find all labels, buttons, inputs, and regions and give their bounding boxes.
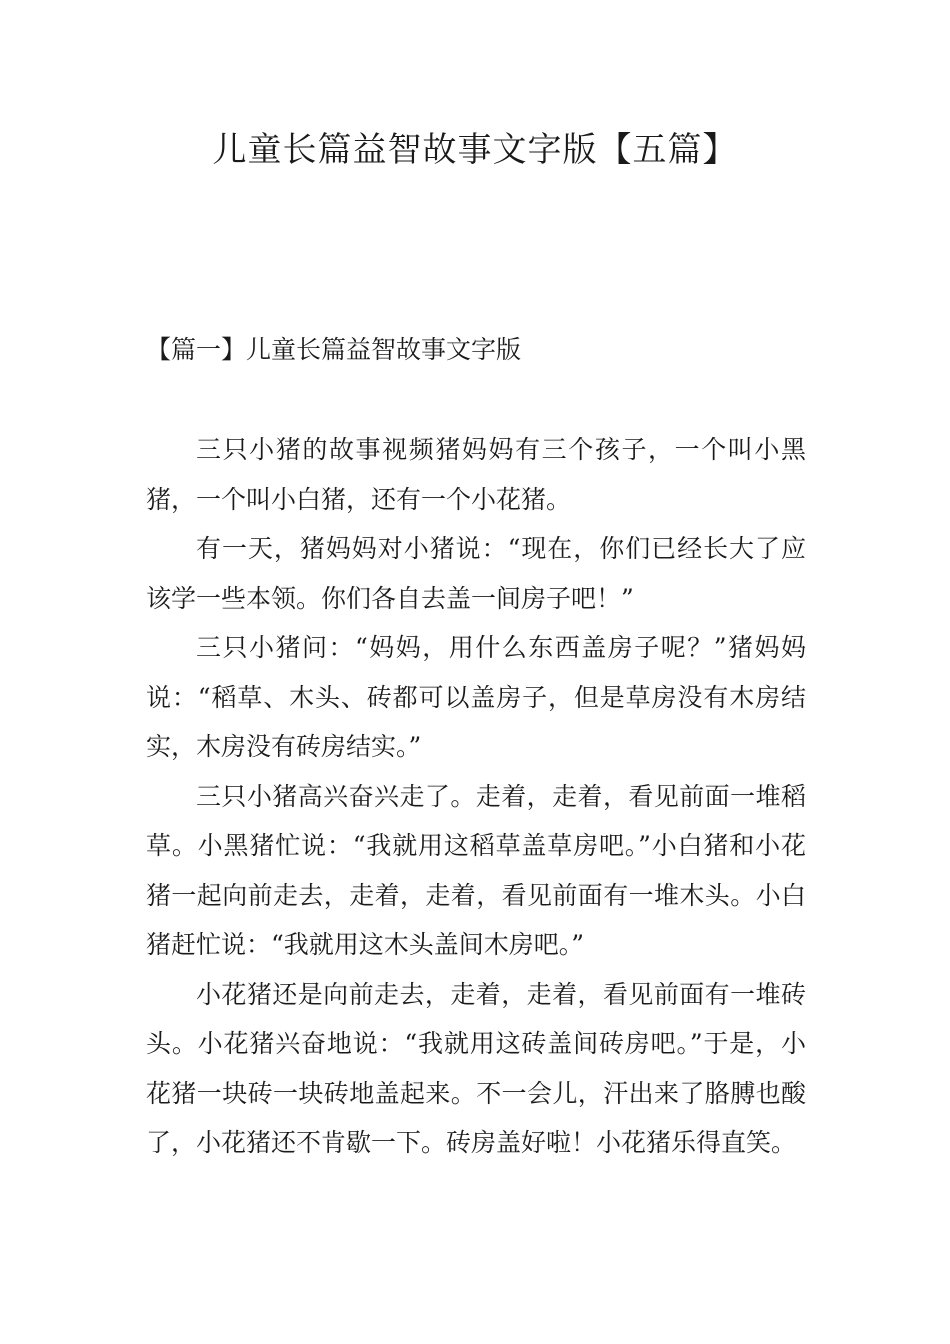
section-heading: 【篇一】儿童长篇益智故事文字版 [146,335,522,364]
body-text [146,425,806,1168]
document-title: 儿童长篇益智故事文字版【五篇】 [212,130,738,170]
paragraph: 三只小猪高兴奋兴走了。走着，走着，看见前面一堆稻草。小黑猪忙说：“我就用这稻草盖草房吧。”小白猪和小花猪一起向前走去，走着，走着，看见前面有一堆木头。小白猪赶忙说：“我就用这木头盖间木房吧。” [146,781,806,959]
paragraph: 三只小猪的故事视频猪妈妈有三个孩子，一个叫小黑猪，一个叫小白猪，还有一个小花猪。 [146,435,806,514]
paragraph: 三只小猪问：“妈妈，用什么东西盖房子呢？”猪妈妈说：“稻草、木头、砖都可以盖房子，但是草房没有木房结实，木房没有砖房结实。” [146,633,806,761]
paragraph: 有一天，猪妈妈对小猪说：“现在，你们已经长大了应该学一些本领。你们各自去盖一间房子吧！” [146,534,806,613]
paragraph: 小花猪还是向前走去，走着，走着，看见前面有一堆砖头。小花猪兴奋地说：“我就用这砖盖间砖房吧。”于是，小花猪一块砖一块砖地盖起来。不一会儿，汗出来了胳膊也酸了，小花猪还不肯歇一下。砖房盖好啦！小花猪乐得直笑。 [146,979,806,1157]
